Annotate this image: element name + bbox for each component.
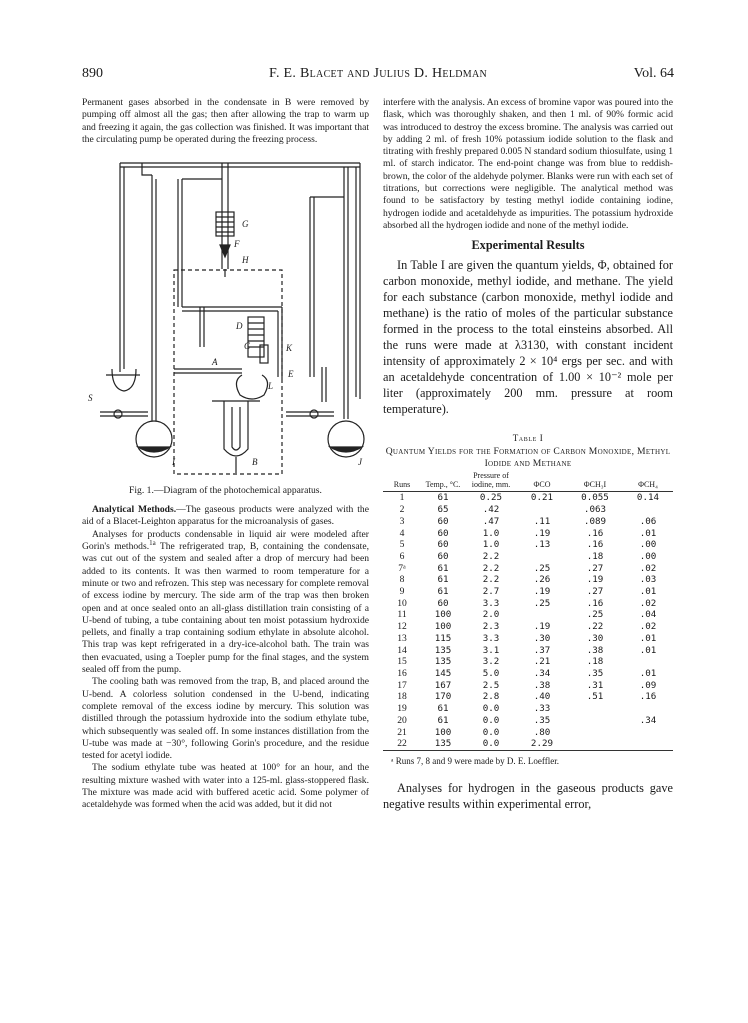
table-cell-co: 0.21 <box>530 492 554 504</box>
table-cell-ch3i <box>567 727 623 739</box>
label-j: J <box>358 457 362 468</box>
table-cell-temp: 60 <box>437 597 449 609</box>
table-cell-pressure: 3.3 <box>482 632 500 644</box>
ethylate-text: The sodium ethylate tube was heated at 100° for an hour, and the resulting mixture washed with water into a 125-ml. glass-stoppered flask. The mixture was made acid with buffered acetic acid. Some polymer of acetaldehyde was formed when the acid was added, but it did not <box>82 762 369 811</box>
table-cell-temp: 135 <box>434 644 452 656</box>
table-row <box>383 703 673 715</box>
table-cell-temp: 60 <box>437 550 449 562</box>
table-cell-run: 6 <box>399 550 405 562</box>
table-cell-run: 7ᵃ <box>398 562 406 574</box>
table-cell-ch4: .02 <box>639 621 657 633</box>
table-cell-temp: 60 <box>437 539 449 551</box>
table-cell-co: .19 <box>533 527 551 539</box>
table-cell-ch3i: .25 <box>586 609 604 621</box>
table-cell-co: .25 <box>533 597 551 609</box>
table-row <box>383 680 673 692</box>
table-cell-co: .30 <box>533 632 551 644</box>
table-row <box>383 715 673 727</box>
table-row <box>383 598 673 610</box>
apparatus-diagram <box>82 157 369 483</box>
table-cell-run: 17 <box>397 679 407 691</box>
table-row <box>383 528 673 540</box>
table-cell-co: .11 <box>533 515 551 527</box>
label-k: K <box>286 343 293 354</box>
table-cell-co <box>517 609 567 621</box>
header-runs: Runs <box>383 472 421 492</box>
table-cell-pressure: 2.2 <box>482 562 500 574</box>
results-heading: Experimental Results <box>471 238 585 253</box>
results-paragraph: In Table I are given the quantum yields, Φ, obtained for carbon monoxide, methyl iodide, and methane. The yield for each substance (carbon monoxide, methyl iodide and methane) is the ratio of moles of the particular substance formed in the process to the total einsteins absorbed. All the runs were made at λ3130, with constant incident intensity of approximately 2 × 10⁴ ergs per sec. and with an acetaldehyde concentration of 1.00 × 10⁻² mole per liter (approximately 200 mm. pressure at room temperature). <box>383 258 673 417</box>
table-row <box>383 738 673 750</box>
table-cell-co: .35 <box>533 714 551 726</box>
table-row <box>383 691 673 703</box>
table-cell-ch3i: .51 <box>586 691 604 703</box>
table-cell-ch3i: .16 <box>586 527 604 539</box>
analytical-methods-text: —The gaseous products were analyzed with the aid of a Blacet-Leighton apparatus for the microanalysis of gases. <box>82 504 369 528</box>
table-cell-co <box>517 504 567 516</box>
table-cell-ch4 <box>623 738 673 750</box>
table-row <box>383 668 673 680</box>
analytical-methods-heading: Analytical Methods. <box>92 504 177 516</box>
table-cell-co: .13 <box>533 539 551 551</box>
table-cell-pressure: 3.2 <box>482 656 500 668</box>
table-cell-temp: 135 <box>421 738 465 750</box>
table-cell-ch4: .00 <box>639 550 657 562</box>
table-cell-run: 18 <box>397 691 407 703</box>
table-cell-run: 15 <box>397 656 407 668</box>
table-cell-ch3i <box>567 715 623 727</box>
table-cell-temp: 61 <box>437 574 449 586</box>
table-cell-ch4: .06 <box>639 515 657 527</box>
table-cell-pressure: 2.5 <box>482 679 500 691</box>
cooling-bath-text: The cooling bath was removed from the trap, B, and placed around the U-bend. A colorless solution condensed in the U-bend, indicating complete removal of the excess iodine by mercury. This solution was distilled through the potassium hydroxide into the sodium ethylate tube, which subsequently was sealed off. In some instances distillation from the U-tube was made at −30°, following Gorin's procedure, and the residue tested for acetyl iodide. <box>82 676 369 762</box>
table-cell-ch4: .02 <box>639 562 657 574</box>
table-cell-pressure: 2.2 <box>482 550 500 562</box>
table-cell-ch4: .34 <box>639 714 657 726</box>
table-cell-pressure: .42 <box>482 504 500 516</box>
table-cell-co: .33 <box>533 703 551 715</box>
cooling-bath-paragraph <box>82 676 369 762</box>
table-cell-ch3i: .35 <box>586 668 604 679</box>
header-phi-ch4: ΦCH₄ <box>623 472 673 492</box>
table-cell-run: 13 <box>397 632 407 644</box>
table-cell-co: .34 <box>533 668 551 679</box>
quantum-yields-table <box>383 472 673 751</box>
table-cell-ch3i <box>567 703 623 715</box>
header-phi-co: ΦCO <box>517 472 567 492</box>
figure-caption: Fig. 1.—Diagram of the photochemical apparatus. <box>129 485 322 497</box>
table-cell-ch4: .02 <box>639 597 657 609</box>
gorin-text-b: The refrigerated trap, B, containing the condensate, was cut out of the system and sealed after a drop of mercury had been added to its contents. It was then warmed to room temperature for a minute or two and refrozen. This step was necessary for complete removal of excess iodine by mercury. The side arm of the trap was then broken open and at once sealed onto an all-glass distillation train consisting of a U-bend of tubing, a tube containing about ten moist potassium hydroxide pellets, and finally a trap containing sodium ethylate in absolute alcohol. This trap was kept refrigerated in a dry-ice-alcohol bath. The train was then evacuated, using a Toepler pump for the final stages, and the system sealed off from the pump. <box>82 541 369 676</box>
page-number: 890 <box>82 66 103 81</box>
continued-paragraph: interfere with the analysis. An excess of bromine vapor was poured into the flask, which was thoroughly shaken, and then 1 ml. of 90% formic acid was introduced to destroy the excess bromine. The analysis was carried out by adding 2 ml. of fresh 10% potassium iodide solution to the flask and titrating with freshly prepared 0.005 N standard sodium thiosulfate, using 1 ml. of starch indicator. The end-point change was from blue to reddish-brown, the color of the aldehyde polymer. Blanks were run with each set of titrations, but corrections were negligible. The analytical method was found to be satisfactory by testing methyl iodide containing iodine, hydrogen iodide and acetaldehyde as impurities. The potassium hydroxide absorbed all the hydrogen iodide and none of the methyl iodide. <box>383 97 673 231</box>
table-cell-run: 1 <box>399 492 405 504</box>
table-caption: Quantum Yields for the Formation of Carbon Monoxide, Methyl Iodide and Methane <box>385 446 671 470</box>
table-cell-pressure: 2.0 <box>482 609 500 621</box>
table-cell-run: 3 <box>399 515 405 527</box>
table-cell-ch4: .04 <box>639 609 657 621</box>
table-cell-co: .80 <box>533 726 551 738</box>
table-cell-pressure: 0.25 <box>479 492 503 504</box>
table-cell-temp: 60 <box>437 515 449 527</box>
gorin-methods-paragraph <box>82 529 369 677</box>
table-cell-co: .19 <box>533 621 551 633</box>
table-cell-ch4 <box>623 703 673 715</box>
table-cell-ch3i: .16 <box>586 597 604 609</box>
label-h: H <box>242 255 249 266</box>
table-cell-run: 9 <box>399 586 405 598</box>
running-head-authors: F. E. Blacet and Julius D. Heldman <box>268 66 488 81</box>
table-cell-pressure: 3.1 <box>482 644 500 656</box>
table-cell-ch4: .01 <box>639 632 657 644</box>
table-cell-ch3i: 0.055 <box>581 492 609 504</box>
table-cell-run: 11 <box>397 609 407 621</box>
table-cell-run: 14 <box>397 644 407 656</box>
table-cell-ch3i: .18 <box>586 656 604 668</box>
table-cell-ch4: .01 <box>639 668 657 679</box>
gorin-text-a: Analyses for products condensable in liquid air were modeled after Gorin's methods. <box>82 528 369 553</box>
intro-paragraph: Permanent gases absorbed in the condensate in B were removed by pumping off almost all the gas; then after allowing the trap to warm up and freezing it again, the gas collection was finished. It was important that the circulating pump be operated during the freezing process. <box>82 97 369 145</box>
table-cell-co: .40 <box>533 691 551 703</box>
table-cell-ch3i: .38 <box>586 644 604 656</box>
table-cell-run: 19 <box>397 703 407 715</box>
label-s: S <box>88 393 93 404</box>
apparatus-figure <box>82 157 369 483</box>
table-cell-temp: 65 <box>437 504 449 516</box>
table-cell-pressure: 2.7 <box>482 586 500 598</box>
table-cell-run: 20 <box>397 714 407 726</box>
table-cell-temp: 60 <box>437 527 449 539</box>
table-row <box>383 551 673 563</box>
table-cell-co: .26 <box>533 574 551 586</box>
table-cell-ch3i: .089 <box>583 515 607 527</box>
table-row <box>383 539 673 551</box>
table-cell-pressure: 1.0 <box>482 527 500 539</box>
table-cell-temp: 100 <box>434 609 452 621</box>
table-cell-run: 10 <box>397 597 407 609</box>
table-cell-ch4: .00 <box>639 539 657 551</box>
table-cell-co: 2.29 <box>517 738 567 750</box>
table-cell-run: 5 <box>399 539 405 551</box>
table-cell-temp: 61 <box>437 562 449 574</box>
label-f: F <box>234 239 240 250</box>
table-cell-run: 16 <box>397 668 407 679</box>
label-l: L <box>268 381 274 392</box>
table-cell-ch4: .03 <box>639 574 657 586</box>
label-i: I <box>172 457 175 468</box>
table-cell-temp: 145 <box>434 668 452 679</box>
table-row <box>383 504 673 516</box>
header-phi-ch3i: ΦCH₃I <box>567 472 623 492</box>
table-row <box>383 621 673 633</box>
table-cell-co: .37 <box>533 644 551 656</box>
header-temp: Temp., °C. <box>421 472 465 492</box>
table-cell-ch3i <box>567 738 623 750</box>
table-row <box>383 586 673 598</box>
table-cell-ch3i: .063 <box>583 504 607 516</box>
table-row <box>383 645 673 657</box>
table-cell-ch4: .09 <box>639 679 657 691</box>
header-pressure: Pressure of iodine, mm. <box>465 472 517 492</box>
table-row <box>383 727 673 739</box>
table-row <box>383 492 673 504</box>
table-header-row <box>383 472 673 492</box>
table-cell-ch4 <box>623 504 673 516</box>
table-cell-pressure: 2.2 <box>482 574 500 586</box>
table-cell-temp: 61 <box>437 586 449 598</box>
table-cell-ch3i: .27 <box>586 586 604 598</box>
table-cell-temp: 61 <box>437 703 449 715</box>
right-column <box>383 97 673 812</box>
table-row <box>383 656 673 668</box>
table-cell-pressure: 5.0 <box>482 668 500 679</box>
table-cell-run: 22 <box>383 738 421 750</box>
table-cell-pressure: 0.0 <box>482 726 500 738</box>
table-cell-pressure: 0.0 <box>482 714 500 726</box>
table-cell-ch3i: .31 <box>586 679 604 691</box>
analytical-methods-paragraph <box>82 504 369 529</box>
table-cell-pressure: 1.0 <box>482 539 500 551</box>
table-cell-run: 2 <box>399 504 405 516</box>
volume-number: Vol. 64 <box>633 66 674 81</box>
table-cell-ch3i: .22 <box>586 621 604 633</box>
table-cell-run: 12 <box>397 621 407 633</box>
left-column <box>82 97 369 812</box>
table-cell-pressure: 2.3 <box>482 621 500 633</box>
table-cell-temp: 170 <box>434 691 452 703</box>
table-cell-pressure: 2.8 <box>482 691 500 703</box>
table-cell-ch4: .01 <box>639 586 657 598</box>
running-head <box>82 66 674 84</box>
table-cell-ch3i: .27 <box>586 562 604 574</box>
table-row <box>383 609 673 621</box>
table-cell-temp: 135 <box>434 656 452 668</box>
table-cell-ch4: 0.14 <box>636 492 660 504</box>
table-label: Table I <box>512 433 544 444</box>
label-c: C <box>244 341 251 352</box>
table-cell-temp: 100 <box>434 621 452 633</box>
table-cell-pressure: 0.0 <box>465 738 517 750</box>
table-cell-co <box>517 551 567 563</box>
table-cell-ch3i: .18 <box>586 550 604 562</box>
table-cell-pressure: .47 <box>482 515 500 527</box>
table-cell-run: 21 <box>397 726 407 738</box>
closing-paragraph: Analyses for hydrogen in the gaseous products gave negative results within experimental error, <box>383 780 673 811</box>
table-cell-temp: 61 <box>437 492 449 504</box>
reference-marker: 1a <box>149 538 156 547</box>
table-cell-co: .38 <box>533 679 551 691</box>
table-cell-ch3i: .30 <box>586 632 604 644</box>
table-cell-temp: 100 <box>434 726 452 738</box>
table-cell-co: .21 <box>533 656 551 668</box>
table-cell-co: .19 <box>533 586 551 598</box>
table-cell-co: .25 <box>533 562 551 574</box>
label-g: G <box>242 219 249 230</box>
table-cell-pressure: 0.0 <box>482 703 500 715</box>
table-cell-ch4: .01 <box>639 527 657 539</box>
table-row <box>383 516 673 528</box>
table-cell-pressure: 3.3 <box>482 597 500 609</box>
table-body <box>383 492 673 750</box>
table-cell-ch4 <box>623 656 673 668</box>
table-cell-run: 4 <box>399 527 405 539</box>
table-row <box>383 574 673 586</box>
table-cell-ch3i: .19 <box>586 574 604 586</box>
ethylate-paragraph <box>82 762 369 811</box>
table-cell-ch4 <box>623 727 673 739</box>
label-e: E <box>288 369 294 380</box>
table-row <box>383 563 673 575</box>
table-cell-ch4: .01 <box>639 644 657 656</box>
table-footnote: ᵃ Runs 7, 8 and 9 were made by D. E. Loeffler. <box>391 755 560 766</box>
table-cell-run: 8 <box>399 574 405 586</box>
label-d: D <box>236 321 243 332</box>
label-a: A <box>212 357 218 368</box>
label-b: B <box>252 457 258 468</box>
table-row <box>383 633 673 645</box>
table-cell-temp: 115 <box>434 632 452 644</box>
table-cell-ch4: .16 <box>639 691 657 703</box>
table-cell-temp: 167 <box>434 679 452 691</box>
table-cell-temp: 61 <box>437 714 449 726</box>
table-cell-ch3i: .16 <box>586 539 604 551</box>
